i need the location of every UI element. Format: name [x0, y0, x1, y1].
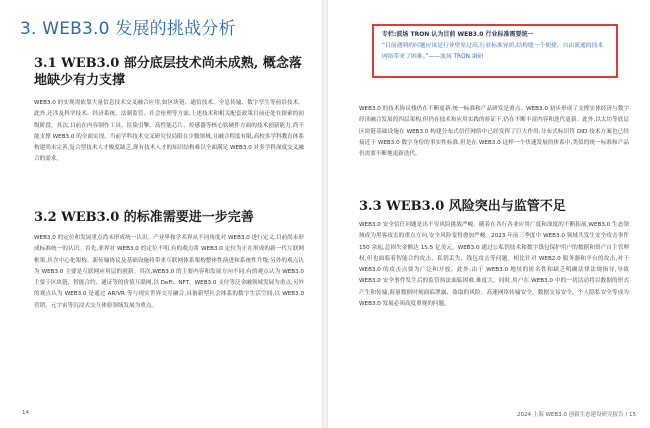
section-3-3-heading: 3.3 WEB3.0 风险突出与监管不足	[359, 199, 566, 214]
chapter-title: 3. WEB3.0 发展的挑战分析	[20, 19, 236, 39]
left-page-number: 14	[22, 410, 29, 416]
section-3-2-heading: 3.2 WEB3.0 的标准需要进一步完善	[34, 210, 254, 225]
right-paragraph-1: WEB3.0 的技术协议栈仍在不断更新,统一标准和产品研发是重点。WEB3.0 初步形成了支撑实体经济与数字经济融合发展的四层架构,但仍在技术和应用实践的验证下,仍在不断丰富内容和迭代更新。此外,以太坊等底层区块链基础设施在 WEB3.0 构建分布式信任网络中已经发挥了巨大作用,分布式标识符 DID 技术方案也已经接近于 WEB3.0 数字身份的事实性标准,但是在 WEB3.0 这样一个快速发展的体系中,类似的统一标准和产品仍需要不断地更新迭代。	[359, 106, 629, 158]
callout-quote: “目前遇到的问题应该是行业壁垒过高,行业标准异质,结构缝一个便捷、自由流通的技术网络带来了困难。”——波场 TRON 调研	[382, 43, 604, 60]
right-page-footer: 2024 上海 WEB3.0 创新生态建设研究报告 / 15	[516, 412, 636, 418]
callout-box	[372, 24, 618, 78]
left-page	[0, 0, 322, 428]
section-3-3-body: WEB3.0 安全信任问题是出不穷风险挑战严峻。随着在各行各业应用广度和深度的不断拓展,WEB3.0 生态领域成为黑客攻击的重点方向,安全风险变得愈加严峻。2023 年前三季度中 WEB3.0 领域共发生安全攻击事件 150 余起,总损失金额达 15.5 亿美元。WEB3.0 通过公私钥技术和数字钱包保护用户的数据和资产自主管理权,但也面临着智能合约攻击、私钥丢失、钱包攻击等问题。相比针对 WEB2.0 服务器和平台的攻击,对于 WEB3.0 的攻击点要为广泛和开放。此外,由于 WEB3.0 地址的匿名性和缺乏明确法律法规指导,导致 WEB3.0 安全事件发生后的监管执法面临困难,难度大。同时,用户在 WEB3.0 中的一切活动将以数据的形式产生和传输,海量数据时刻面临泄露、盗取的风险。高速网络传输安全、数据交易安全、个人隐私安全等成为 WEB3.0 发展必须高度重视的问题。	[359, 222, 629, 308]
section-3-1-heading: 3.1 WEB3.0 部分底层技术尚未成熟, 概念落地缺少有力支撑	[34, 56, 302, 88]
section-3-1-body: WEB3.0 的实现需依靠大量信息技术交叉融合应用,如区块链、通信技术、全息传输、数字孪生等前沿技术。此外,还涉及科学技术、经济系统、法制监管、社会伦理等方面,上述技术和相关配套政策目前还处在探索的初级阶段。其次,目前在内容制作工具、渲染引擎、高性能芯片、传感器等核心软硬件方面的技术创新能力,尚不能支撑 WEB3.0 的全面实现。当前学科技术交叉研究仅局限在少数领域,且融合程度有限,高校多学科教育体系构建尚未完善,复合型技术人才极度缺乏,现有技术人才的知识结构难以全面满足 WEB3.0 对多学科深度交叉融合的需求。	[34, 100, 304, 163]
section-3-2-body: WEB3.0 的定位和发展重点尚未形成统一认识。产业界和学术界从不同角度对 WEB3.0 进行定义,目前尚未形成标准统一的认识。首先,业界对 WEB3.0 的定位不明,有的观点将 WEB3.0 定位为正在形成的新一代互联网框架,其含中心化架构、新传输协议及基础设施将带来互联网体系架构整体性演进和系统性升级;另外的观点认为 WEB3.0 主要是互联网应用层的创新。其次,WEB3.0 的主要内容和发展方向不同,有的观点认为 WEB3.0 主要于区块链、智能合约、通证等的价值互联网,以 DeFi、NFT、WEB3.0 支付等泛金融领域发展为重点;另外的观点认为 WEB3.0 是通过 AR/VR 等与现实世界交互融合,具备新型社会体系的数字生活空间,以 WEB3.0 营销、元宇宙等沉浸式交互体验领域发展为重点。	[34, 235, 305, 309]
right-page	[328, 0, 650, 428]
callout-title: 专栏:波场 TRON 认为目前 WEB3.0 行业标准需要统一	[382, 31, 534, 38]
